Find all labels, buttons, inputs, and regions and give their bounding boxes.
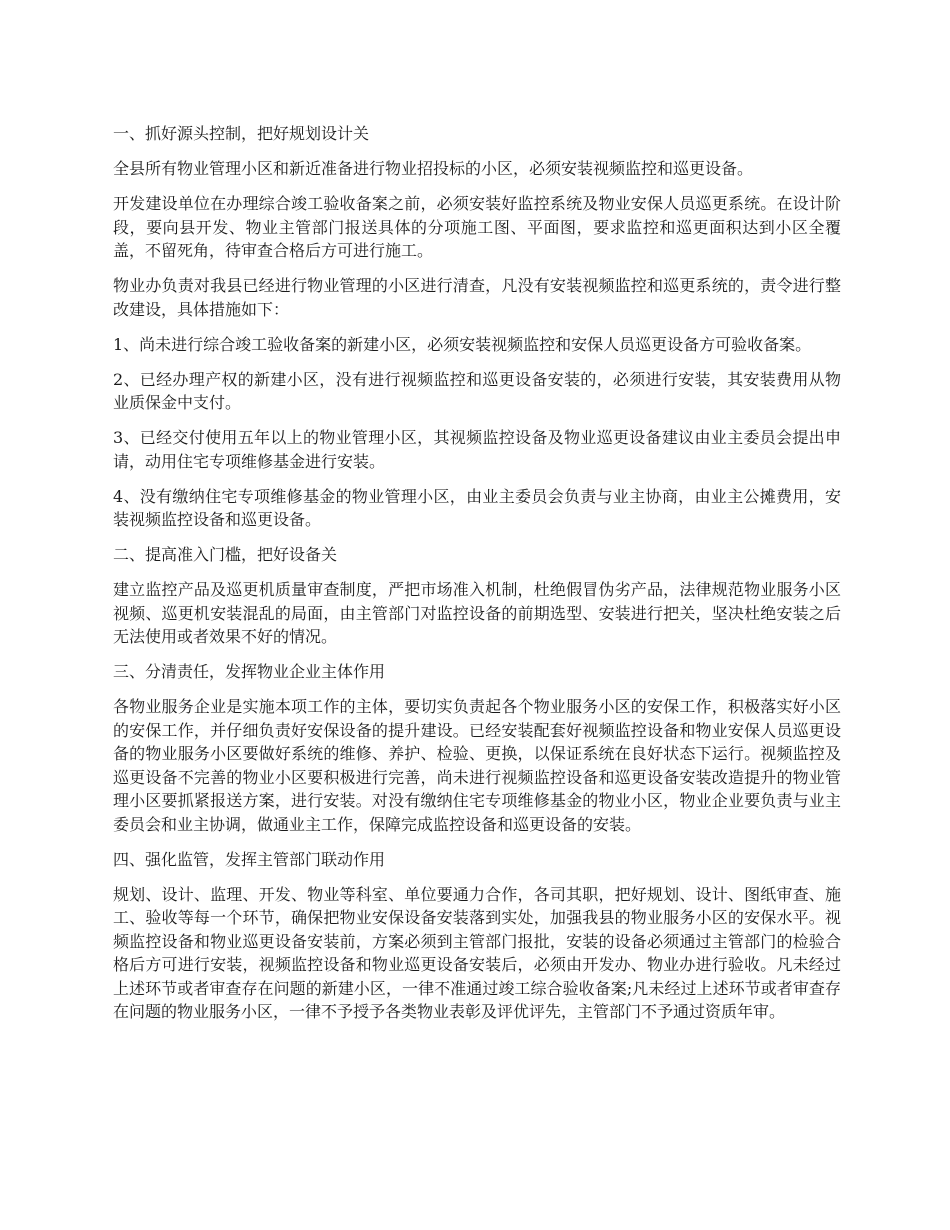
section-heading-4: 四、强化监管，发挥主管部门联动作用 bbox=[113, 849, 386, 869]
section-heading-2: 二、提高准入门槛，把好设备关 bbox=[113, 545, 338, 564]
paragraph: 全县所有物业管理小区和新近准备进行物业招投标的小区，必须安装视频监控和巡更设备。 bbox=[113, 159, 754, 178]
section-heading-1: 一、抓好源头控制，把好规划设计关 bbox=[113, 124, 370, 143]
list-item: 3、已经交付使用五年以上的物业管理小区，其视频监控设备及物业巡更设备建议由业主委员会提出申请，动用住宅专项维修基金进行安装。 bbox=[113, 428, 841, 471]
paragraph: 建立监控产品及巡更机质量审查制度，严把市场准入机制，杜绝假冒伪劣产品，法律规范物业服务小区视频、巡更机安装混乱的局面，由主管部门对监控设备的前期选型、安装进行把关，坚决杜绝安装之后无法使用或者效果不好的情况。 bbox=[113, 580, 841, 646]
paragraph: 规划、设计、监理、开发、物业等科室、单位要通力合作，各司其职，把好规划、设计、图纸审查、施工、验收等每一个环节，确保把物业安保设备安装落到实处，加强我县的物业服务小区的安保水平。视频监控设备和物业巡更设备安装前，方案必须到主管部门报批，安装的设备必须通过主管部门的检验合格后方可进行安装，视频监控设备和物业巡更设备安装后，必须由开发办、物业办进行验收。凡未经过上述环节或者审查存在问题的新建小区，一律不准通过竣工综合验收备案;凡未经过上述环节或者审查存在问题的物业服务小区，一律不予授予各类物业表彰及评优评先，主管部门不予通过资质年审。 bbox=[113, 884, 841, 1021]
list-item: 1、尚未进行综合竣工验收备案的新建小区，必须安装视频监控和安保人员巡更设备方可验收备案。 bbox=[113, 334, 812, 354]
section-heading-3: 三、分清责任，发挥物业企业主体作用 bbox=[113, 662, 386, 681]
paragraph: 开发建设单位在办理综合竣工验收备案之前，必须安装好监控系统及物业安保人员巡更系统。在设计阶段，要向县开发、物业主管部门报送具体的分项施工图、平面图，要求监控和巡更面积达到小区全覆盖，不留死角，待审查合格后方可进行施工。 bbox=[113, 194, 841, 260]
document-body bbox=[113, 122, 841, 1035]
paragraph: 各物业服务企业是实施本项工作的主体，要切实负责起各个物业服务小区的安保工作，积极落实好小区的安保工作，并仔细负责好安保设备的提升建设。已经安装配套好视频监控设备和物业安保人员巡更设备的物业服务小区要做好系统的维修、养护、检验、更换，以保证系统在良好状态下运行。视频监控及巡更设备不完善的物业小区要积极进行完善，尚未进行视频监控设备和巡更设备安装改造提升的物业管理小区要抓紧报送方案，进行安装。对没有缴纳住宅专项维修基金的物业小区，物业企业要负责与业主委员会和业主协调，做通业主工作，保障完成监控设备和巡更设备的安装。 bbox=[113, 697, 841, 834]
list-item: 4、没有缴纳住宅专项维修基金的物业管理小区，由业主委员会负责与业主协商，由业主公摊费用，安装视频监控设备和巡更设备。 bbox=[113, 486, 841, 529]
list-item: 2、已经办理产权的新建小区，没有进行视频监控和巡更设备安装的，必须进行安装，其安装费用从物业质保金中支付。 bbox=[113, 369, 841, 412]
paragraph: 物业办负责对我县已经进行物业管理的小区进行清查，凡没有安装视频监控和巡更系统的，责令进行整改建设，具体措施如下： bbox=[113, 276, 841, 319]
